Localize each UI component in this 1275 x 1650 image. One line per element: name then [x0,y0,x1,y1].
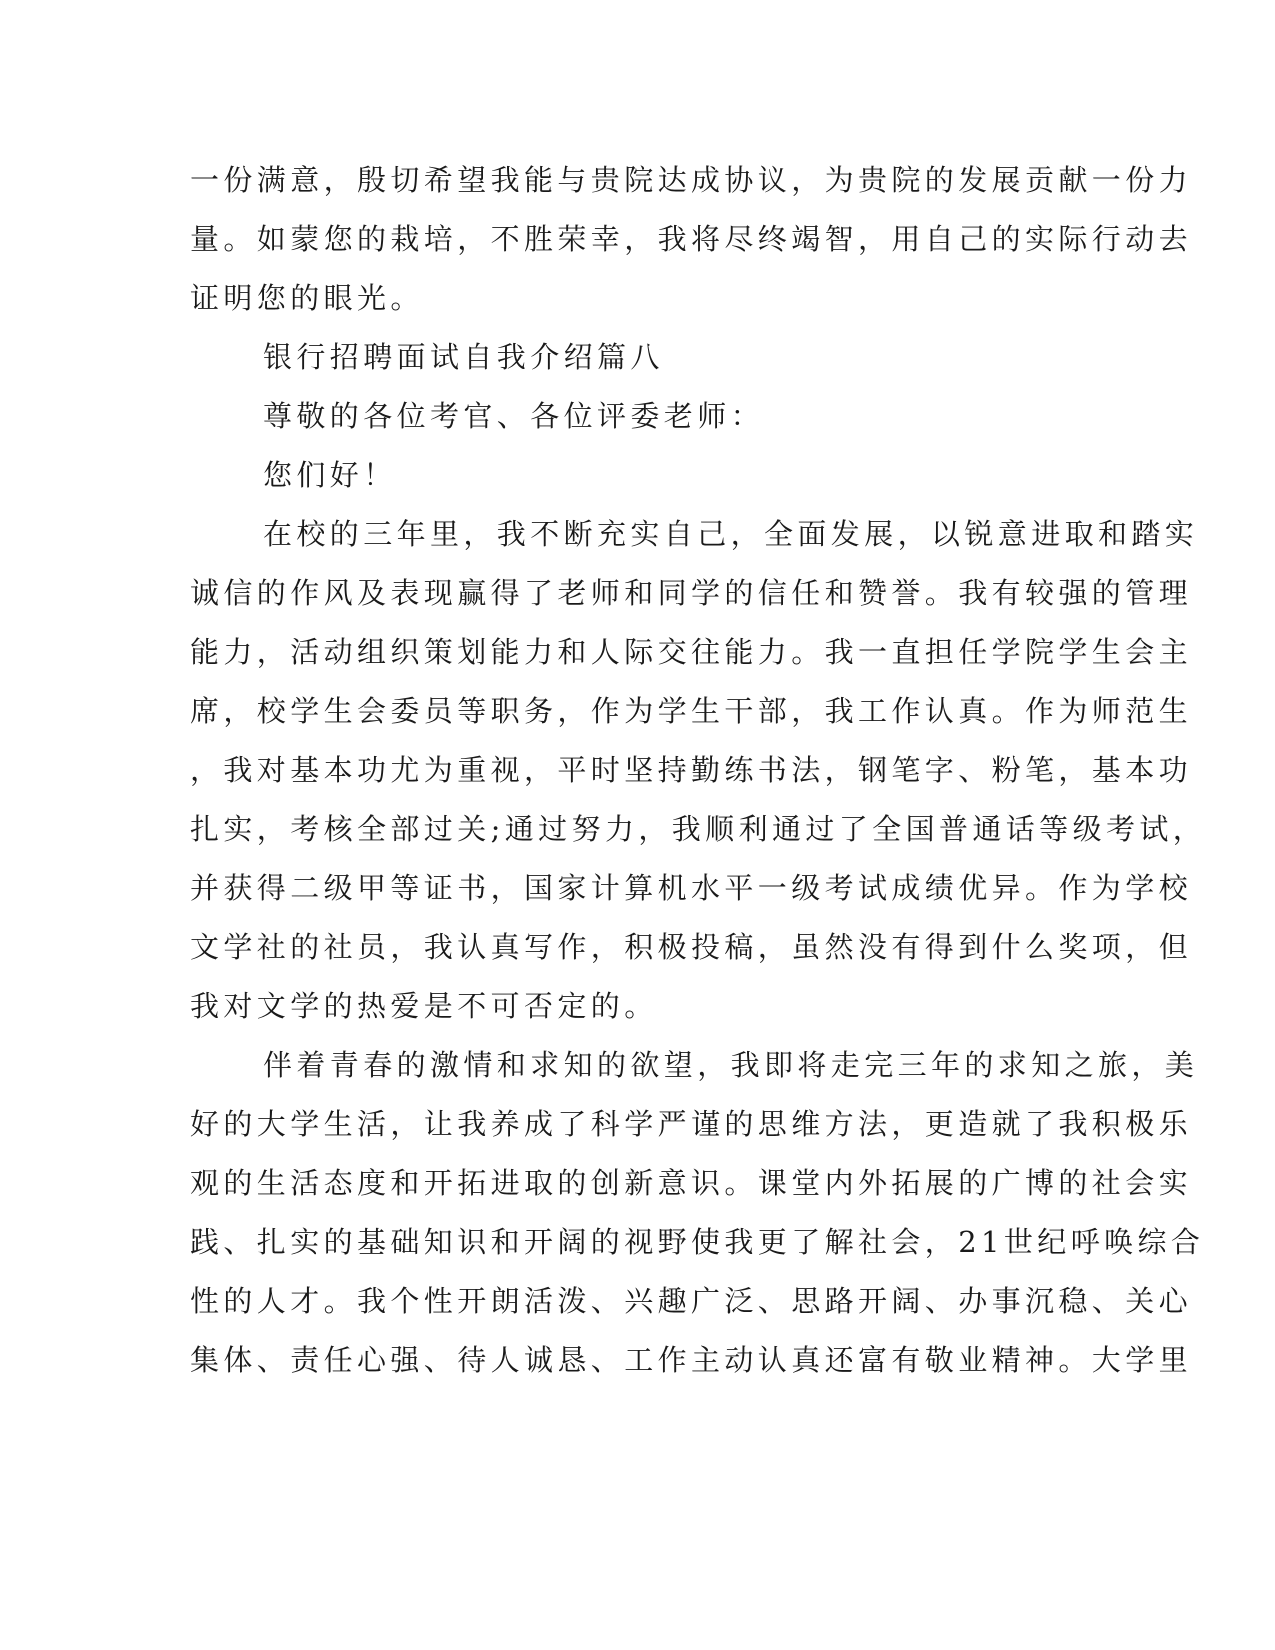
text-line: 量。如蒙您的栽培，不胜荣幸，我将尽终竭智，用自己的实际行动去 [190,222,1193,256]
text-line: 一份满意，殷切希望我能与贵院达成协议，为贵院的发展贡献一份力 [190,163,1193,197]
text-line: 集体、责任心强、待人诚恳、工作主动认真还富有敬业精神。大学里 [190,1343,1193,1377]
text-line: 在校的三年里，我不断充实自己，全面发展，以锐意进取和踏实 [263,517,1199,551]
text-line: 并获得二级甲等证书，国家计算机水平一级考试成绩优异。作为学校 [190,871,1193,905]
salutation: 尊敬的各位考官、各位评委老师： [263,399,765,433]
text-line: 文学社的社员，我认真写作，积极投稿，虽然没有得到什么奖项，但 [190,930,1193,964]
text-line: 践、扎实的基础知识和开阔的视野使我更了解社会，21世纪呼唤综合 [190,1225,1205,1259]
text-line: 我对文学的热爱是不可否定的。 [190,989,658,1023]
text-line: 扎实，考核全部过关;通过努力，我顺利通过了全国普通话等级考试， [190,812,1207,846]
text-line: 席，校学生会委员等职务，作为学生干部，我工作认真。作为师范生 [190,694,1193,728]
text-line: 好的大学生活，让我养成了科学严谨的思维方法，更造就了我积极乐 [190,1107,1193,1141]
text-line: 伴着青春的激情和求知的欲望，我即将走完三年的求知之旅，美 [263,1048,1199,1082]
greeting: 您们好！ [263,458,397,492]
section-heading: 银行招聘面试自我介绍篇八 [263,340,664,374]
text-line: ，我对基本功尤为重视，平时坚持勤练书法，钢笔字、粉笔，基本功 [190,753,1193,787]
text-line: 观的生活态度和开拓进取的创新意识。课堂内外拓展的广博的社会实 [190,1166,1193,1200]
text-line: 能力，活动组织策划能力和人际交往能力。我一直担任学院学生会主 [190,635,1193,669]
text-line: 证明您的眼光。 [190,281,424,315]
text-line: 诚信的作风及表现赢得了老师和同学的信任和赞誉。我有较强的管理 [190,576,1193,610]
text-line: 性的人才。我个性开朗活泼、兴趣广泛、思路开阔、办事沉稳、关心 [190,1284,1193,1318]
